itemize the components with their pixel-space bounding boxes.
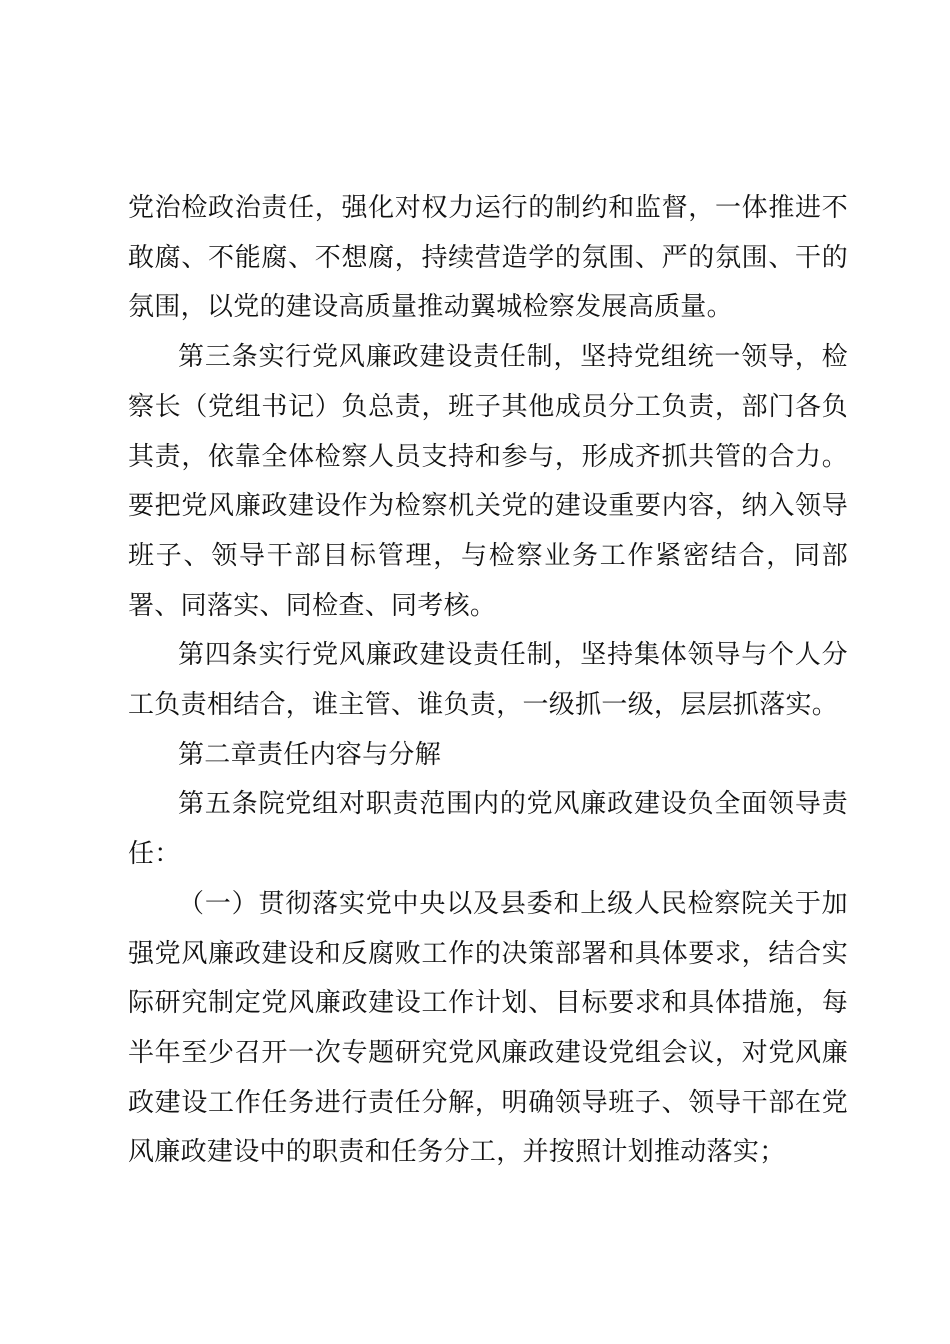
paragraph-article-5: 第五条院党组对职责范围内的党风廉政建设负全面领导责任： [128, 789, 848, 870]
paragraph-continued: 党治检政治责任，强化对权力运行的制约和监督，一体推进不敢腐、不能腐、不想腐，持续营造学的氛围、严的氛围、干的氛围，以党的建设高质量推动翼城检察发展高质量。 [128, 193, 848, 323]
paragraph-article-3: 第三条实行党风廉政建设责任制，坚持党组统一领导，检察长（党组书记）负总责，班子其他成员分工负责，部门各负其责，依靠全体检察人员支持和参与，形成齐抓共管的合力。要把党风廉政建设作为检察机关党的建设重要内容，纳入领导班子、领导干部目标管理，与检察业务工作紧密结合，同部署、同落实、同检查、同考核。 [128, 342, 848, 621]
chapter-heading: 第二章责任内容与分解 [178, 739, 442, 770]
paragraph-article-4: 第四条实行党风廉政建设责任制，坚持集体领导与个人分工负责相结合，谁主管、谁负责，一级抓一级，层层抓落实。 [128, 640, 848, 721]
paragraph-item-1: （一）贯彻落实党中央以及县委和上级人民检察院关于加强党风廉政建设和反腐败工作的决策部署和具体要求，结合实际研究制定党风廉政建设工作计划、目标要求和具体措施，每半年至少召开一次专题研究党风廉政建设党组会议，对党风廉政建设工作任务进行责任分解，明确领导班子、领导干部在党风廉政建设中的职责和任务分工，并按照计划推动落实； [128, 888, 848, 1168]
document-body [128, 184, 848, 1178]
